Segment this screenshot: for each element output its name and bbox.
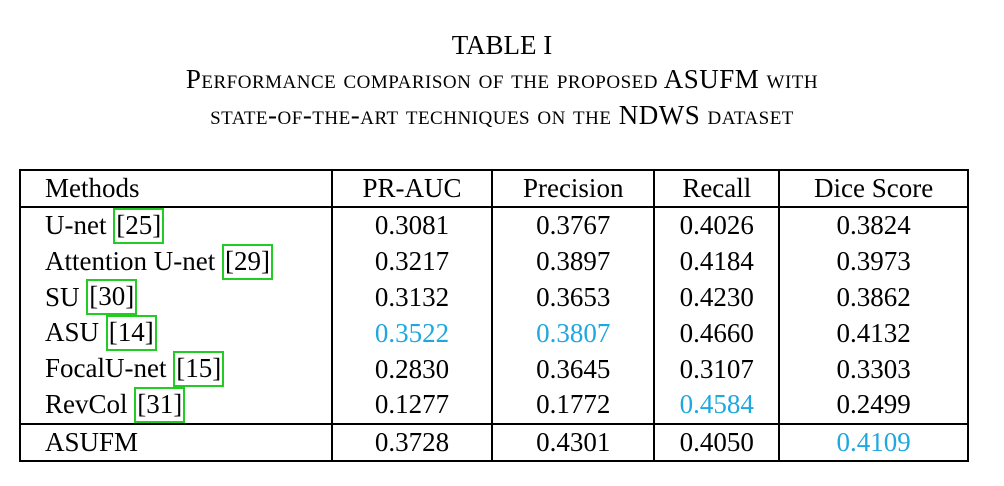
method-cell	[20, 351, 332, 387]
precision-value: 0.4301	[492, 424, 654, 461]
table-row	[20, 315, 968, 351]
dice-value: 0.4132	[779, 315, 968, 351]
precision-value: 0.3645	[492, 351, 654, 387]
precision-value: 0.3897	[492, 244, 654, 280]
method-name: Attention U-net	[45, 245, 216, 276]
precision-value: 0.3807	[492, 315, 654, 351]
column-header-recall: Recall	[654, 170, 779, 207]
column-header-pr-auc: PR-AUC	[332, 170, 492, 207]
method-name: U-net	[45, 210, 107, 240]
dice-value: 0.3824	[779, 207, 968, 244]
pr-auc-value: 0.3728	[332, 424, 492, 461]
dice-value: 0.3973	[779, 244, 968, 280]
method-name: ASUFM	[45, 426, 139, 457]
method-cell	[20, 207, 332, 244]
dice-value: 0.2499	[779, 387, 968, 424]
pr-auc-value: 0.3132	[332, 280, 492, 316]
recall-value: 0.4026	[654, 207, 779, 244]
table-header-row	[20, 170, 968, 207]
recall-value: 0.4050	[654, 424, 779, 461]
table-row	[20, 280, 968, 316]
performance-table	[19, 169, 969, 462]
table-row	[20, 244, 968, 280]
dice-value: 0.3862	[779, 280, 968, 316]
citation-link[interactable]: [14]	[106, 315, 157, 351]
method-cell	[20, 280, 332, 316]
table-row	[20, 351, 968, 387]
recall-value: 0.4230	[654, 280, 779, 316]
table-caption-line-1: Performance comparison of the proposed ASUFM with	[185, 64, 819, 94]
precision-value: 0.3767	[492, 207, 654, 244]
citation-link[interactable]: [25]	[113, 208, 164, 244]
citation-link[interactable]: [29]	[222, 244, 273, 280]
method-name: FocalU-net	[45, 353, 167, 384]
table-row	[20, 207, 968, 244]
column-header-methods: Methods	[20, 170, 332, 207]
pr-auc-value: 0.2830	[332, 351, 492, 387]
precision-value: 0.3653	[492, 280, 654, 316]
column-header-dice-score: Dice Score	[779, 170, 968, 207]
method-cell	[20, 244, 332, 280]
table-row	[20, 387, 968, 424]
citation-link[interactable]: [31]	[134, 387, 185, 423]
pr-auc-value: 0.3522	[332, 315, 492, 351]
method-cell	[20, 424, 332, 461]
method-cell	[20, 315, 332, 351]
table-label: TABLE I	[451, 30, 553, 60]
pr-auc-value: 0.1277	[332, 387, 492, 424]
method-cell	[20, 387, 332, 424]
recall-value: 0.4184	[654, 244, 779, 280]
precision-value: 0.1772	[492, 387, 654, 424]
recall-value: 0.3107	[654, 351, 779, 387]
method-name: RevCol	[45, 388, 128, 419]
pr-auc-value: 0.3081	[332, 207, 492, 244]
method-name: ASU	[45, 317, 100, 348]
dice-value: 0.3303	[779, 351, 968, 387]
pr-auc-value: 0.3217	[332, 244, 492, 280]
column-header-precision: Precision	[492, 170, 654, 207]
recall-value: 0.4584	[654, 387, 779, 424]
method-name: SU	[45, 281, 80, 312]
table-caption-line-2: state-of-the-art techniques on the NDWS dataset	[210, 100, 794, 130]
citation-link[interactable]: [15]	[173, 351, 224, 387]
recall-value: 0.4660	[654, 315, 779, 351]
citation-link[interactable]: [30]	[86, 279, 137, 315]
table-row	[20, 424, 968, 461]
dice-value: 0.4109	[779, 424, 968, 461]
